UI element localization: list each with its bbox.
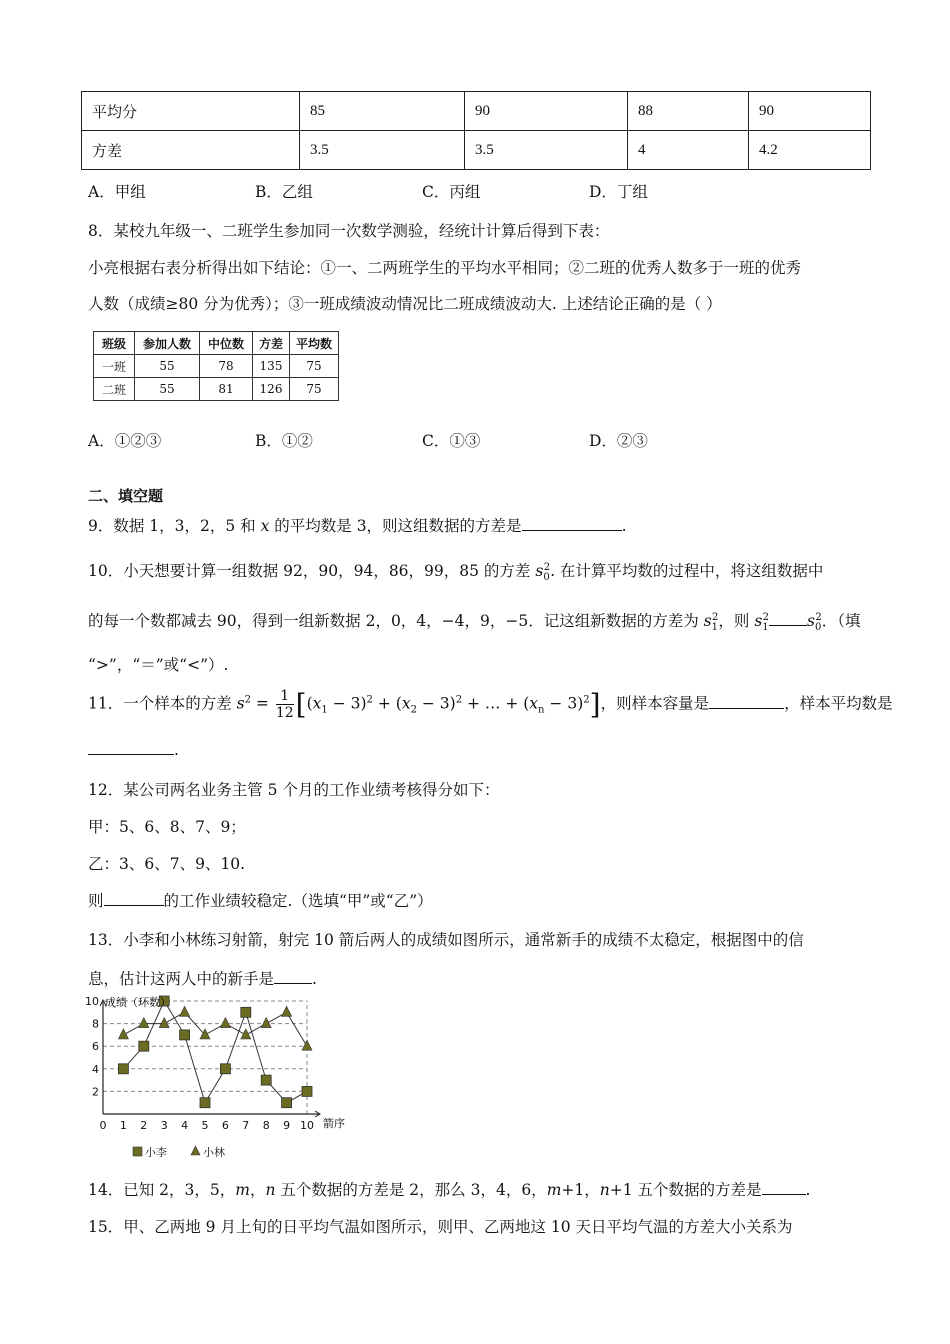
- y-tick-label: 4: [92, 1062, 99, 1076]
- q9: 9．数据 1，3，2，5 和 x 的平均数是 3，则这组数据的方差是 .: [88, 517, 627, 535]
- table-cell: 85: [300, 92, 465, 131]
- y-tick-label: 10: [85, 995, 99, 1008]
- table-cell: 4: [628, 131, 749, 170]
- q12-line4: 则 的工作业绩较稳定.（选填“甲”或“乙”）: [88, 892, 433, 910]
- data-point-square: [139, 1041, 149, 1051]
- data-point-square: [180, 1030, 190, 1040]
- q8-options: [88, 429, 648, 451]
- y-tick-label: 6: [92, 1040, 99, 1054]
- table-cell: 方差: [82, 131, 300, 170]
- answer-blank[interactable]: [769, 611, 807, 626]
- y-tick-label: 2: [92, 1085, 99, 1099]
- table-cell: 3.5: [465, 131, 628, 170]
- table-cell: 90: [749, 92, 871, 131]
- data-point-square: [282, 1098, 292, 1108]
- table-cell: 中位数: [200, 332, 253, 355]
- y-tick-label: 8: [92, 1017, 99, 1031]
- table-cell: 一班: [94, 355, 135, 378]
- data-point-square: [220, 1064, 230, 1074]
- x-tick-label: 10: [300, 1119, 314, 1132]
- q14: 14．已知 2，3，5，m，n 五个数据的方差是 2，那么 3，4，6，m+1，n+1 五个数据的方差是 .: [88, 1181, 811, 1199]
- table-cell: 75: [290, 355, 339, 378]
- q10-line1: 10．小天想要计算一组数据 92，90，94，86，99，85 的方差 $s_0^2$. 在计算平均数的过程中，将这组数据中: [88, 561, 824, 584]
- x-axis-label: 箭序: [323, 1117, 345, 1130]
- table-cell: 二班: [94, 378, 135, 401]
- answer-blank[interactable]: [88, 740, 174, 755]
- table-cell: 135: [253, 355, 290, 378]
- table-cell: 78: [200, 355, 253, 378]
- answer-blank[interactable]: [762, 1180, 806, 1195]
- table-cell: 平均数: [290, 332, 339, 355]
- data-point-triangle: [261, 1018, 271, 1028]
- table-cell: 126: [253, 378, 290, 401]
- answer-blank[interactable]: [274, 969, 312, 984]
- legend-square-icon: [133, 1147, 142, 1156]
- table-row: [82, 92, 871, 131]
- option-b: B．①②: [255, 432, 313, 450]
- data-point-triangle: [180, 1006, 190, 1016]
- option-d: D．②③: [589, 432, 648, 450]
- answer-blank[interactable]: [104, 891, 164, 906]
- answer-blank[interactable]: [709, 694, 784, 709]
- option-d: D．丁组: [589, 183, 648, 201]
- fraction: $\frac{1}{12}$: [275, 688, 294, 721]
- legend-triangle-icon: [191, 1146, 200, 1155]
- q10-line2: 的每一个数都减去 90，得到一组新数据 2，0，4，−4，9，−5．记这组新数据的方差为 $s_1^2$，则 $s_1^2$ $s_0^2$．（填: [88, 611, 861, 634]
- data-point-square: [302, 1086, 312, 1096]
- x-tick-label: 9: [283, 1119, 291, 1132]
- score-table: [81, 91, 871, 170]
- x-tick-label: 7: [242, 1119, 250, 1132]
- data-point-triangle: [139, 1018, 149, 1028]
- section-title: 二、填空题: [88, 487, 164, 505]
- x-tick-label: 5: [201, 1119, 209, 1132]
- q10-line3: “>”，“＝”或“<”）.: [88, 656, 229, 674]
- legend-label: 小林: [203, 1146, 225, 1159]
- data-point-square: [261, 1075, 271, 1085]
- table-cell: 4.2: [749, 131, 871, 170]
- q11: 11．一个样本的方差 $s^2$ = $\frac{1}{12}[(x_1 - 3)^2 + (x_2 - 3)^2$ + … + $(x_n - 3)^2$]，则样本容量是 ，样本平均数是: [88, 688, 893, 721]
- y-axis-label: 成绩（环数）: [105, 996, 171, 1009]
- score-line-chart: [85, 990, 365, 1170]
- table-cell: 81: [200, 378, 253, 401]
- table-cell: 55: [135, 378, 200, 401]
- data-point-square: [200, 1098, 210, 1108]
- data-point-triangle: [118, 1029, 128, 1039]
- table-cell: 75: [290, 378, 339, 401]
- chart-legend: [133, 1145, 225, 1159]
- q13-line1: 13．小李和小林练习射箭，射完 10 箭后两人的成绩如图所示，通常新手的成绩不太稳定，根据图中的信: [88, 931, 804, 949]
- table-cell: 90: [465, 92, 628, 131]
- x-tick-label: 1: [119, 1119, 127, 1132]
- table-cell: 方差: [253, 332, 290, 355]
- table-cell: 88: [628, 92, 749, 131]
- option-c: C．丙组: [422, 183, 481, 201]
- table-cell: 参加人数: [135, 332, 200, 355]
- x-tick-label: 2: [140, 1119, 148, 1132]
- data-point-square: [241, 1007, 251, 1017]
- x-tick-label: 4: [181, 1119, 189, 1132]
- q12-line2: 甲：5、6、8、7、9；: [88, 818, 246, 836]
- q8-line2: 小亮根据右表分析得出如下结论：①一、二两班学生的平均水平相同；②二班的优秀人数多于一班的优秀: [88, 259, 802, 277]
- legend-label: 小李: [145, 1146, 167, 1159]
- q8-line3: 人数（成绩≥80 分为优秀）；③一班成绩波动情况比二班成绩波动大. 上述结论正确的是（ ）: [88, 295, 722, 313]
- data-point-triangle: [159, 1018, 169, 1028]
- option-a: A．①②③: [88, 432, 162, 450]
- q15-line1: 15．甲、乙两地 9 月上旬的日平均气温如图所示，则甲、乙两地这 10 天日平均气温的方差大小关系为: [88, 1218, 793, 1236]
- x-tick-label: 3: [160, 1119, 168, 1132]
- table-cell: 平均分: [82, 92, 300, 131]
- data-point-triangle: [220, 1018, 230, 1028]
- q13-line2: 息，估计这两人中的新手是 .: [88, 970, 317, 988]
- table-cell: 班级: [94, 332, 135, 355]
- x-tick-label: 8: [262, 1119, 270, 1132]
- class-stats-table: [93, 331, 339, 401]
- data-point-triangle: [302, 1040, 312, 1050]
- chart-series-lines: [123, 1001, 307, 1103]
- q7-options: [88, 180, 648, 202]
- table-row: [94, 332, 339, 355]
- x-tick-label: 0: [99, 1119, 107, 1132]
- table-cell: 55: [135, 355, 200, 378]
- data-point-square: [118, 1064, 128, 1074]
- table-row: [94, 378, 339, 401]
- q11-line2: .: [88, 740, 179, 759]
- data-point-triangle: [282, 1006, 292, 1016]
- x-tick-label: 6: [221, 1119, 229, 1132]
- data-point-triangle: [241, 1029, 251, 1039]
- answer-blank[interactable]: [522, 516, 622, 531]
- q12-line1: 12．某公司两名业务主管 5 个月的工作业绩考核得分如下：: [88, 781, 500, 799]
- table-row: [82, 131, 871, 170]
- table-cell: 3.5: [300, 131, 465, 170]
- q12-line3: 乙：3、6、7、9、10.: [88, 855, 246, 873]
- table-row: [94, 355, 339, 378]
- option-a: A．甲组: [88, 183, 146, 201]
- option-b: B．乙组: [255, 183, 313, 201]
- q8-stem: 8．某校九年级一、二班学生参加同一次数学测验，经统计计算后得到下表：: [88, 222, 610, 240]
- option-c: C．①③: [422, 432, 481, 450]
